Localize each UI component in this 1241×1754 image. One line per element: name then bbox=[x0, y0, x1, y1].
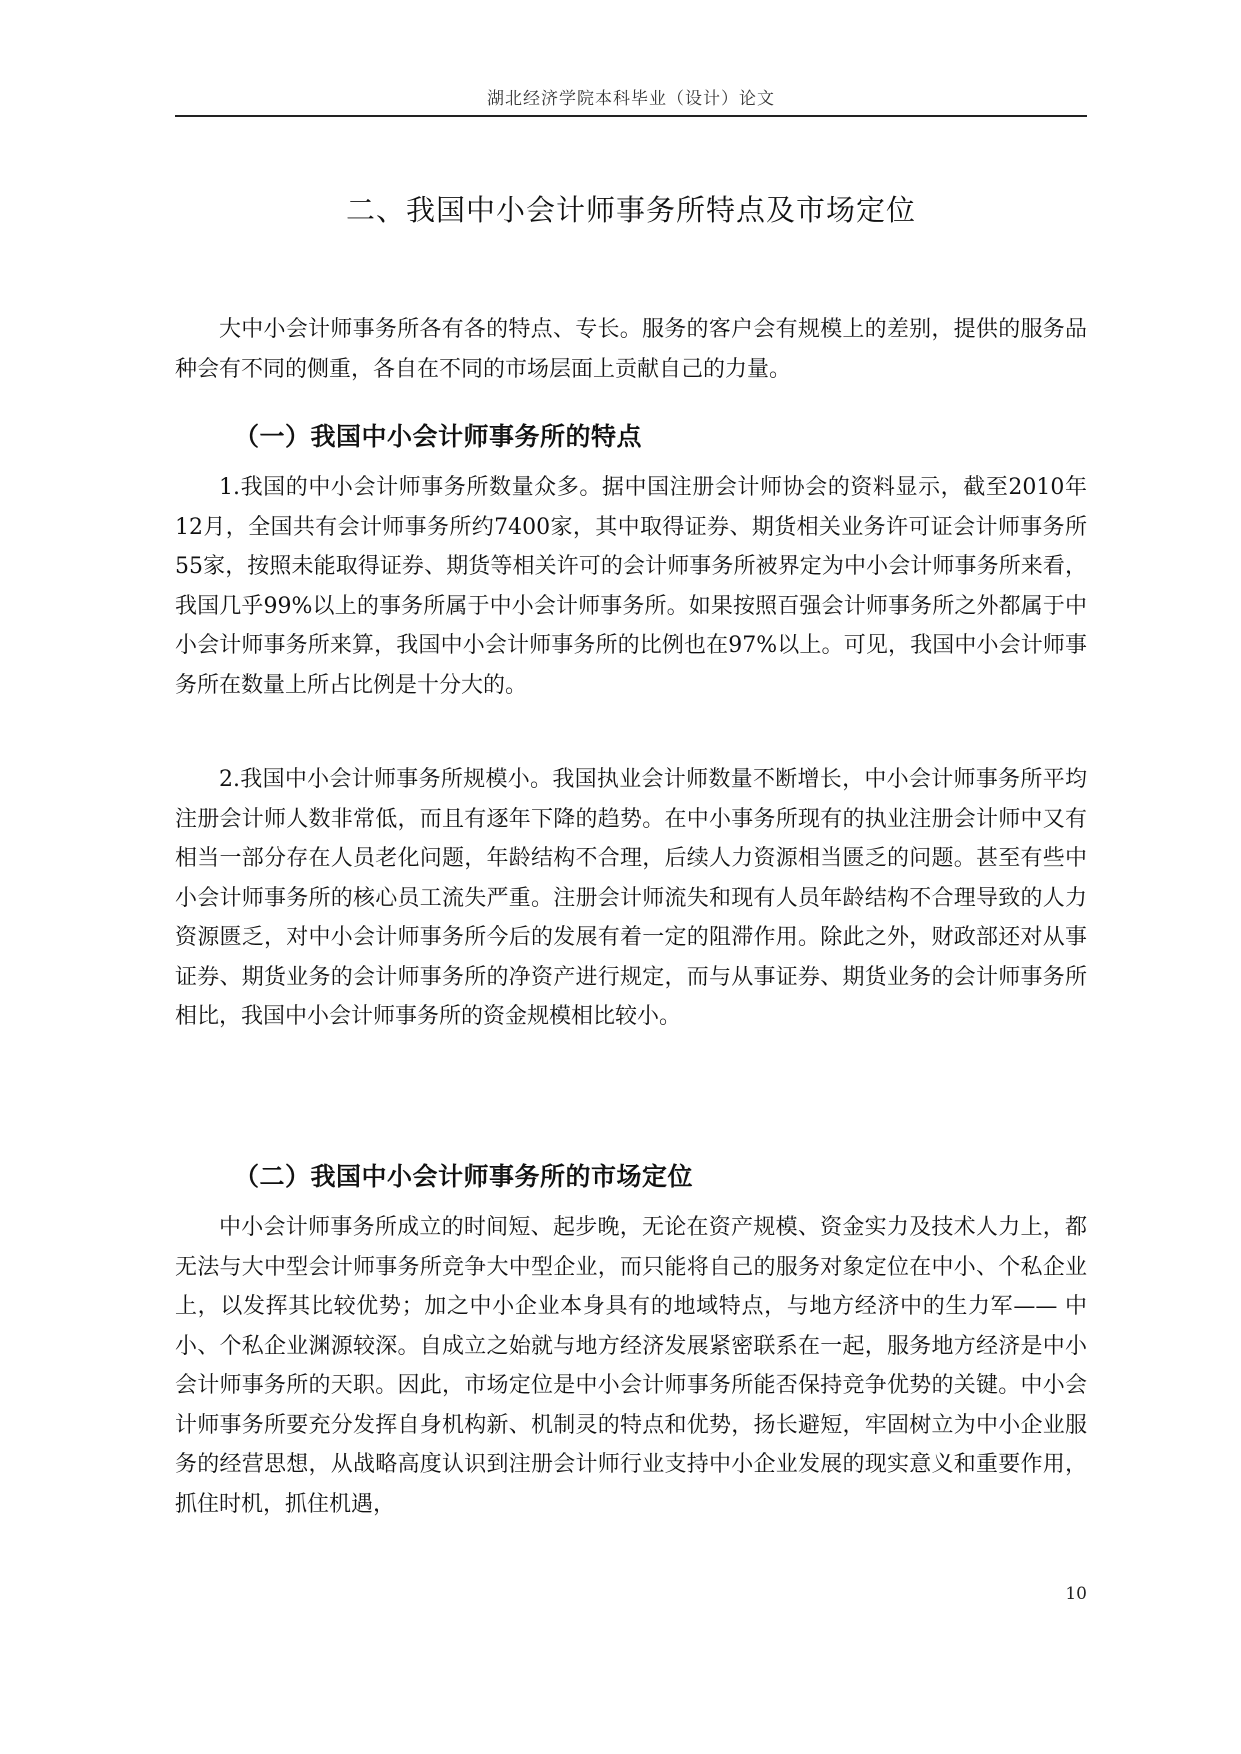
header-rule bbox=[175, 115, 1087, 117]
page-number: 10 bbox=[1065, 1584, 1087, 1604]
intro-paragraph: 大中小会计师事务所各有各的特点、专长。服务的客户会有规模上的差别，提供的服务品种会有不同的侧重，各自在不同的市场层面上贡献自己的力量。 bbox=[175, 317, 1087, 382]
section-heading-characteristics: （一）我国中小会计师事务所的特点 bbox=[234, 422, 643, 451]
paragraph-market-positioning: 中小会计师事务所成立的时间短、起步晚，无论在资产规模、资金实力及技术人力上，都无法与大中型会计师事务所竞争大中型企业，而只能将自己的服务对象定位在中小、个私企业上，以发挥其比较优势；加之中小企业本身具有的地域特点，与地方经济中的生力军—— 中小、个私企业渊源较深。自成立之始就与地方经济发展紧密联系在一起，服务地方经济是中小会计师事务所的天职。因此，市场定位是中小会计师事务所能否保持竞争优势的关键。中小会计师事务所要充分发挥自身机构新、机制灵的特点和优势，扬长避短，牢固树立为中小企业服务的经营思想，从战略高度认识到注册会计师行业支持中小企业发展的现实意义和重要作用，抓住时机，抓住机遇， bbox=[175, 1215, 1087, 1517]
section-heading-market-positioning: （二）我国中小会计师事务所的市场定位 bbox=[234, 1162, 694, 1191]
paragraph-item-2: 2.我国中小会计师事务所规模小。我国执业会计师数量不断增长，中小会计师事务所平均注册会计师人数非常低，而且有逐年下降的趋势。在中小事务所现有的执业注册会计师中又有相当一部分存在人员老化问题，年龄结构不合理，后续人力资源相当匮乏的问题。甚至有些中小会计师事务所的核心员工流失严重。注册会计师流失和现有人员年龄结构不合理导致的人力资源匮乏，对中小会计师事务所今后的发展有着一定的阻滞作用。除此之外，财政部还对从事证券、期货业务的会计师事务所的净资产进行规定，而与从事证券、期货业务的会计师事务所相比，我国中小会计师事务所的资金规模相比较小。 bbox=[175, 767, 1087, 1029]
chapter-title: 二、我国中小会计师事务所特点及市场定位 bbox=[345, 193, 916, 227]
paragraph-item-1: 1.我国的中小会计师事务所数量众多。据中国注册会计师协会的资料显示，截至2010年12月，全国共有会计师事务所约7400家，其中取得证券、期货相关业务许可证会计师事务所55家，按照未能取得证券、期货等相关许可的会计师事务所被界定为中小会计师事务所来看，我国几乎99%以上的事务所属于中小会计师事务所。如果按照百强会计师事务所之外都属于中小会计师事务所来算，我国中小会计师事务所的比例也在97%以上。可见，我国中小会计师事务所在数量上所占比例是十分大的。 bbox=[175, 475, 1087, 698]
running-header: 湖北经济学院本科毕业（设计）论文 bbox=[487, 89, 775, 109]
